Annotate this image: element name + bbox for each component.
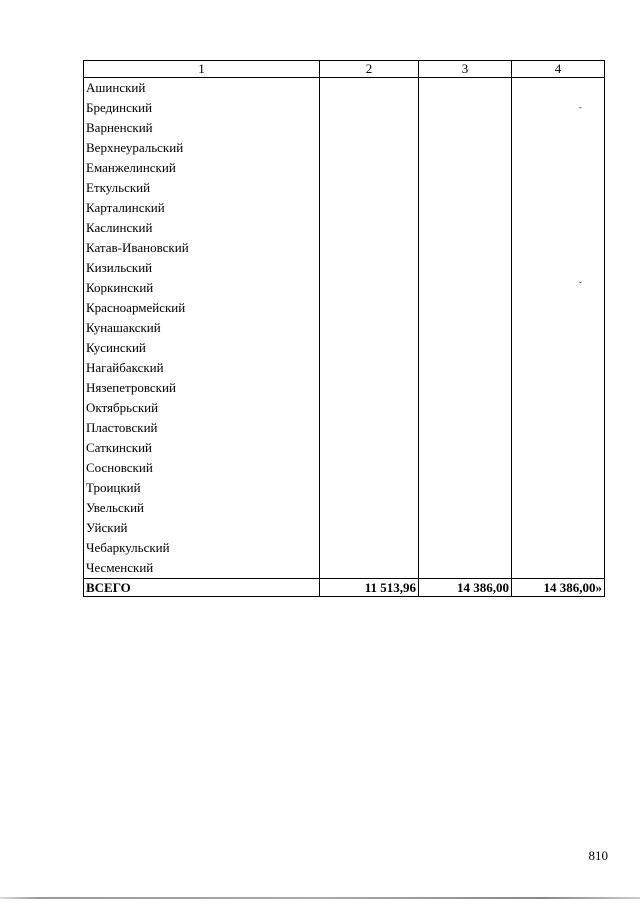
- value-cell-col3: [419, 318, 512, 338]
- value-cell-col3: [419, 98, 512, 118]
- district-name: Верхнеуральский: [84, 138, 320, 158]
- column-header-2: 2: [320, 61, 419, 78]
- column-header-3: 3: [419, 61, 512, 78]
- table-row: [84, 278, 605, 298]
- table-row: [84, 458, 605, 478]
- value-cell-col2: [320, 278, 419, 298]
- value-cell-col3: [419, 198, 512, 218]
- district-name: Октябрьский: [84, 398, 320, 418]
- value-cell-col2: [320, 98, 419, 118]
- value-cell-col2: [320, 378, 419, 398]
- value-cell-col2: [320, 498, 419, 518]
- value-cell-col3: [419, 478, 512, 498]
- total-row: [84, 579, 605, 597]
- value-cell-col4: [512, 378, 605, 398]
- value-cell-col4: [512, 558, 605, 579]
- value-cell-col2: [320, 318, 419, 338]
- value-cell-col4: [512, 158, 605, 178]
- table-row: [84, 398, 605, 418]
- district-name: Чебаркульский: [84, 538, 320, 558]
- table-row: [84, 258, 605, 278]
- value-cell-col2: [320, 518, 419, 538]
- value-cell-col4: [512, 78, 605, 99]
- total-col2: 11 513,96: [320, 579, 419, 597]
- table-row: [84, 498, 605, 518]
- district-name: Ашинский: [84, 78, 320, 99]
- value-cell-col2: [320, 138, 419, 158]
- value-cell-col2: [320, 298, 419, 318]
- value-cell-col4: [512, 498, 605, 518]
- value-cell-col3: [419, 158, 512, 178]
- value-cell-col4: [512, 98, 605, 118]
- value-cell-col3: [419, 438, 512, 458]
- table-row: [84, 98, 605, 118]
- value-cell-col4: [512, 338, 605, 358]
- value-cell-col2: [320, 398, 419, 418]
- value-cell-col2: [320, 418, 419, 438]
- table-row: [84, 198, 605, 218]
- value-cell-col4: [512, 118, 605, 138]
- table-row: [84, 478, 605, 498]
- value-cell-col3: [419, 118, 512, 138]
- table-row: [84, 538, 605, 558]
- value-cell-col2: [320, 358, 419, 378]
- district-name: Кизильский: [84, 258, 320, 278]
- value-cell-col3: [419, 298, 512, 318]
- district-name: Нязепетровский: [84, 378, 320, 398]
- value-cell-col2: [320, 118, 419, 138]
- district-name: Коркинский: [84, 278, 320, 298]
- column-header-1: 1: [84, 61, 320, 78]
- scan-speck: -: [579, 102, 582, 112]
- value-cell-col4: [512, 358, 605, 378]
- district-name: Кусинский: [84, 338, 320, 358]
- district-name: Нагайбакский: [84, 358, 320, 378]
- table-body: [84, 78, 605, 579]
- value-cell-col2: [320, 558, 419, 579]
- value-cell-col2: [320, 258, 419, 278]
- value-cell-col4: [512, 318, 605, 338]
- value-cell-col4: [512, 178, 605, 198]
- value-cell-col4: [512, 138, 605, 158]
- value-cell-col4: [512, 518, 605, 538]
- value-cell-col3: [419, 138, 512, 158]
- value-cell-col4: [512, 198, 605, 218]
- value-cell-col2: [320, 198, 419, 218]
- district-name: Саткинский: [84, 438, 320, 458]
- value-cell-col3: [419, 558, 512, 579]
- district-name: Еткульский: [84, 178, 320, 198]
- value-cell-col2: [320, 158, 419, 178]
- value-cell-col3: [419, 418, 512, 438]
- value-cell-col4: [512, 258, 605, 278]
- value-cell-col4: [512, 278, 605, 298]
- value-cell-col4: [512, 298, 605, 318]
- district-name: Каслинский: [84, 218, 320, 238]
- district-name: Увельский: [84, 498, 320, 518]
- value-cell-col3: [419, 338, 512, 358]
- table-row: [84, 518, 605, 538]
- value-cell-col3: [419, 518, 512, 538]
- value-cell-col3: [419, 538, 512, 558]
- value-cell-col2: [320, 538, 419, 558]
- value-cell-col3: [419, 398, 512, 418]
- value-cell-col4: [512, 218, 605, 238]
- table-row: [84, 418, 605, 438]
- table-row: [84, 338, 605, 358]
- column-header-4: 4: [512, 61, 605, 78]
- table-row: [84, 78, 605, 99]
- header-row: [84, 61, 605, 78]
- value-cell-col2: [320, 178, 419, 198]
- value-cell-col3: [419, 358, 512, 378]
- value-cell-col4: [512, 238, 605, 258]
- district-name: Уйский: [84, 518, 320, 538]
- district-table: [83, 60, 605, 597]
- page-number: 810: [588, 848, 608, 863]
- table-row: [84, 218, 605, 238]
- value-cell-col3: [419, 78, 512, 99]
- table-row: [84, 138, 605, 158]
- value-cell-col4: [512, 538, 605, 558]
- value-cell-col2: [320, 458, 419, 478]
- district-name: Катав-Ивановский: [84, 238, 320, 258]
- value-cell-col3: [419, 258, 512, 278]
- value-cell-col3: [419, 178, 512, 198]
- table-row: [84, 378, 605, 398]
- value-cell-col2: [320, 438, 419, 458]
- district-name: Еманжелинский: [84, 158, 320, 178]
- value-cell-col4: [512, 418, 605, 438]
- value-cell-col3: [419, 218, 512, 238]
- table-row: [84, 238, 605, 258]
- value-cell-col3: [419, 278, 512, 298]
- total-col3: 14 386,00: [419, 579, 512, 597]
- district-name: Кунашакский: [84, 318, 320, 338]
- value-cell-col2: [320, 478, 419, 498]
- value-cell-col3: [419, 498, 512, 518]
- value-cell-col3: [419, 458, 512, 478]
- value-cell-col2: [320, 218, 419, 238]
- district-name: Сосновский: [84, 458, 320, 478]
- scan-speck: ˇ: [579, 280, 582, 290]
- table-row: [84, 158, 605, 178]
- district-name: Карталинский: [84, 198, 320, 218]
- district-name: Троицкий: [84, 478, 320, 498]
- total-col4: 14 386,00»: [512, 579, 605, 597]
- table-row: [84, 558, 605, 579]
- value-cell-col2: [320, 338, 419, 358]
- district-name: Пластовский: [84, 418, 320, 438]
- table-row: [84, 298, 605, 318]
- value-cell-col4: [512, 398, 605, 418]
- value-cell-col3: [419, 378, 512, 398]
- value-cell-col2: [320, 78, 419, 99]
- district-name: Брединский: [84, 98, 320, 118]
- district-name: Варненский: [84, 118, 320, 138]
- table-row: [84, 358, 605, 378]
- table-row: [84, 438, 605, 458]
- total-label: ВСЕГО: [84, 579, 320, 597]
- district-name: Красноармейский: [84, 298, 320, 318]
- table-row: [84, 178, 605, 198]
- value-cell-col2: [320, 238, 419, 258]
- value-cell-col4: [512, 458, 605, 478]
- value-cell-col4: [512, 478, 605, 498]
- table-row: [84, 318, 605, 338]
- district-name: Чесменский: [84, 558, 320, 579]
- value-cell-col3: [419, 238, 512, 258]
- value-cell-col4: [512, 438, 605, 458]
- table-row: [84, 118, 605, 138]
- scan-edge-line: [0, 897, 640, 899]
